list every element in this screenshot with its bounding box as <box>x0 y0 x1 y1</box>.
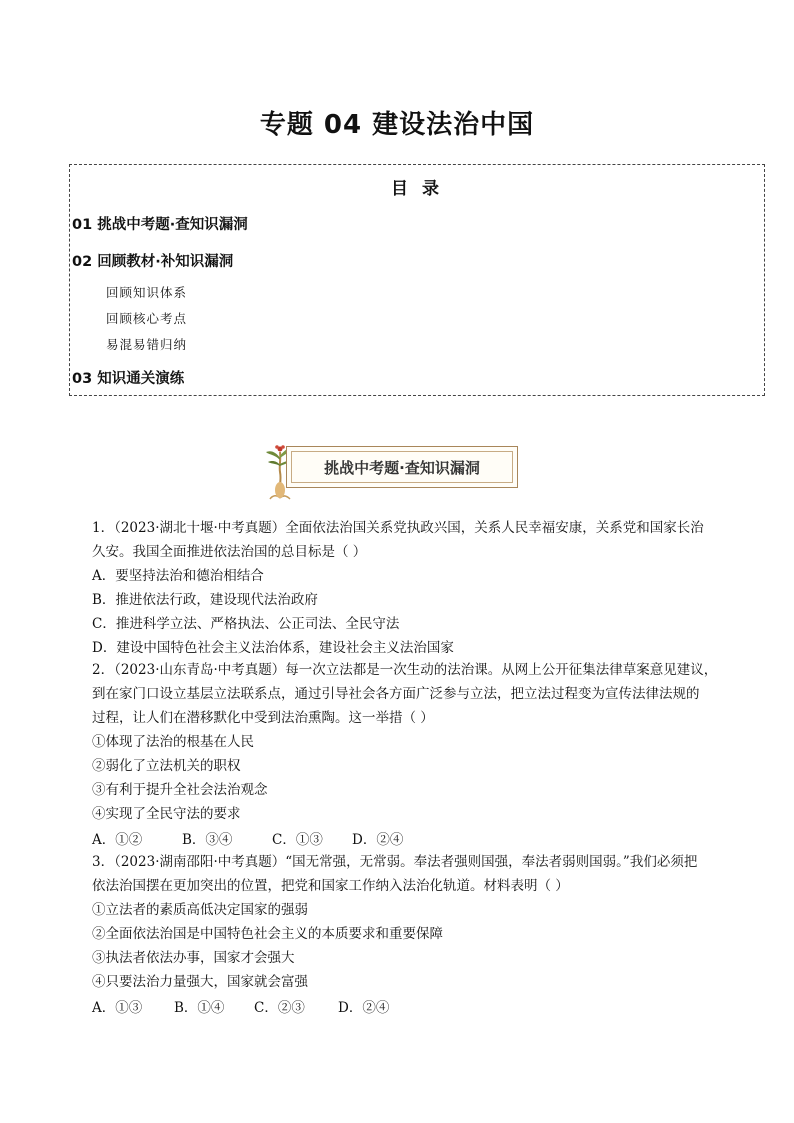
toc-subitem-knowledge-system[interactable]: 回顾知识体系 <box>106 285 188 300</box>
question-3-statement-1: ①立法者的素质高低决定国家的强弱 <box>92 902 308 918</box>
section-banner <box>262 442 522 500</box>
question-1-option-a[interactable]: A．要坚持法治和德治相结合 <box>92 568 264 584</box>
toc-item-02[interactable]: 02 回顾教材·补知识漏洞 <box>72 254 234 270</box>
toc-subitem-common-mistakes[interactable]: 易混易错归纳 <box>106 337 188 352</box>
question-2-statement-2: ②弱化了立法机关的职权 <box>92 758 241 774</box>
question-3-choice-c[interactable]: C．②③ <box>254 1000 305 1016</box>
question-3-choice-d[interactable]: D．②④ <box>338 1000 390 1016</box>
section-banner-label: 挑战中考题·查知识漏洞 <box>324 459 480 477</box>
question-2-statement-4: ④实现了全民守法的要求 <box>92 806 241 822</box>
question-2-line-3: 过程，让人们在潜移默化中受到法治熏陶。这一举措（ ） <box>92 710 434 726</box>
question-1-option-b[interactable]: B．推进依法行政，建设现代法治政府 <box>92 592 318 608</box>
question-3-statement-4: ④只要法治力量强大，国家就会富强 <box>92 974 308 990</box>
question-3-choice-a[interactable]: A．①③ <box>92 1000 143 1016</box>
question-1-line-2: 久安。我国全面推进依法治国的总目标是（ ） <box>92 544 367 560</box>
question-3-choice-b[interactable]: B．①④ <box>174 1000 225 1016</box>
question-2-choice-d[interactable]: D．②④ <box>352 832 404 848</box>
question-3-statement-2: ②全面依法治国是中国特色社会主义的本质要求和重要保障 <box>92 926 443 942</box>
toc-item-03[interactable]: 03 知识通关演练 <box>72 371 185 387</box>
section-banner-frame <box>286 446 518 488</box>
question-1-option-d[interactable]: D．建设中国特色社会主义法治体系，建设社会主义法治国家 <box>92 640 454 656</box>
toc-heading: 目 录 <box>391 179 443 199</box>
question-3-statement-3: ③执法者依法办事，国家才会强大 <box>92 950 295 966</box>
question-2-line-1: 2．（2023·山东青岛·中考真题）每一次立法都是一次生动的法治课。从网上公开征集法律草案意见建议， <box>92 662 718 678</box>
question-3-choices <box>92 996 418 1016</box>
question-2-line-2: 到在家门口设立基层立法联系点，通过引导社会各方面广泛参与立法，把立法过程变为宣传法律法规的 <box>92 686 700 702</box>
question-2-statement-3: ③有利于提升全社会法治观念 <box>92 782 268 798</box>
question-2-choice-c[interactable]: C．①③ <box>272 832 323 848</box>
question-2-choice-b[interactable]: B．③④ <box>182 832 233 848</box>
toc-subitem-core-points[interactable]: 回顾核心考点 <box>106 311 188 326</box>
question-2-statement-1: ①体现了法治的根基在人民 <box>92 734 254 750</box>
question-1-line-1: 1．（2023·湖北十堰·中考真题）全面依法治国关系党执政兴国，关系人民幸福安康，关系党和国家长治 <box>92 520 704 536</box>
question-3-line-1: 3．（2023·湖南邵阳·中考真题）“国无常强，无常弱。奉法者强则国强，奉法者弱则国弱。”我们必须把 <box>92 854 698 870</box>
table-of-contents <box>69 164 765 396</box>
question-2-choice-a[interactable]: A．①② <box>92 832 143 848</box>
page-title: 专题 04 建设法治中国 <box>259 110 535 140</box>
question-2-choices <box>92 828 432 848</box>
toc-item-01[interactable]: 01 挑战中考题·查知识漏洞 <box>72 217 248 233</box>
question-3-line-2: 依法治国摆在更加突出的位置，把党和国家工作纳入法治化轨道。材料表明（ ） <box>92 878 569 894</box>
question-1-option-c[interactable]: C．推进科学立法、严格执法、公正司法、全民守法 <box>92 616 400 632</box>
